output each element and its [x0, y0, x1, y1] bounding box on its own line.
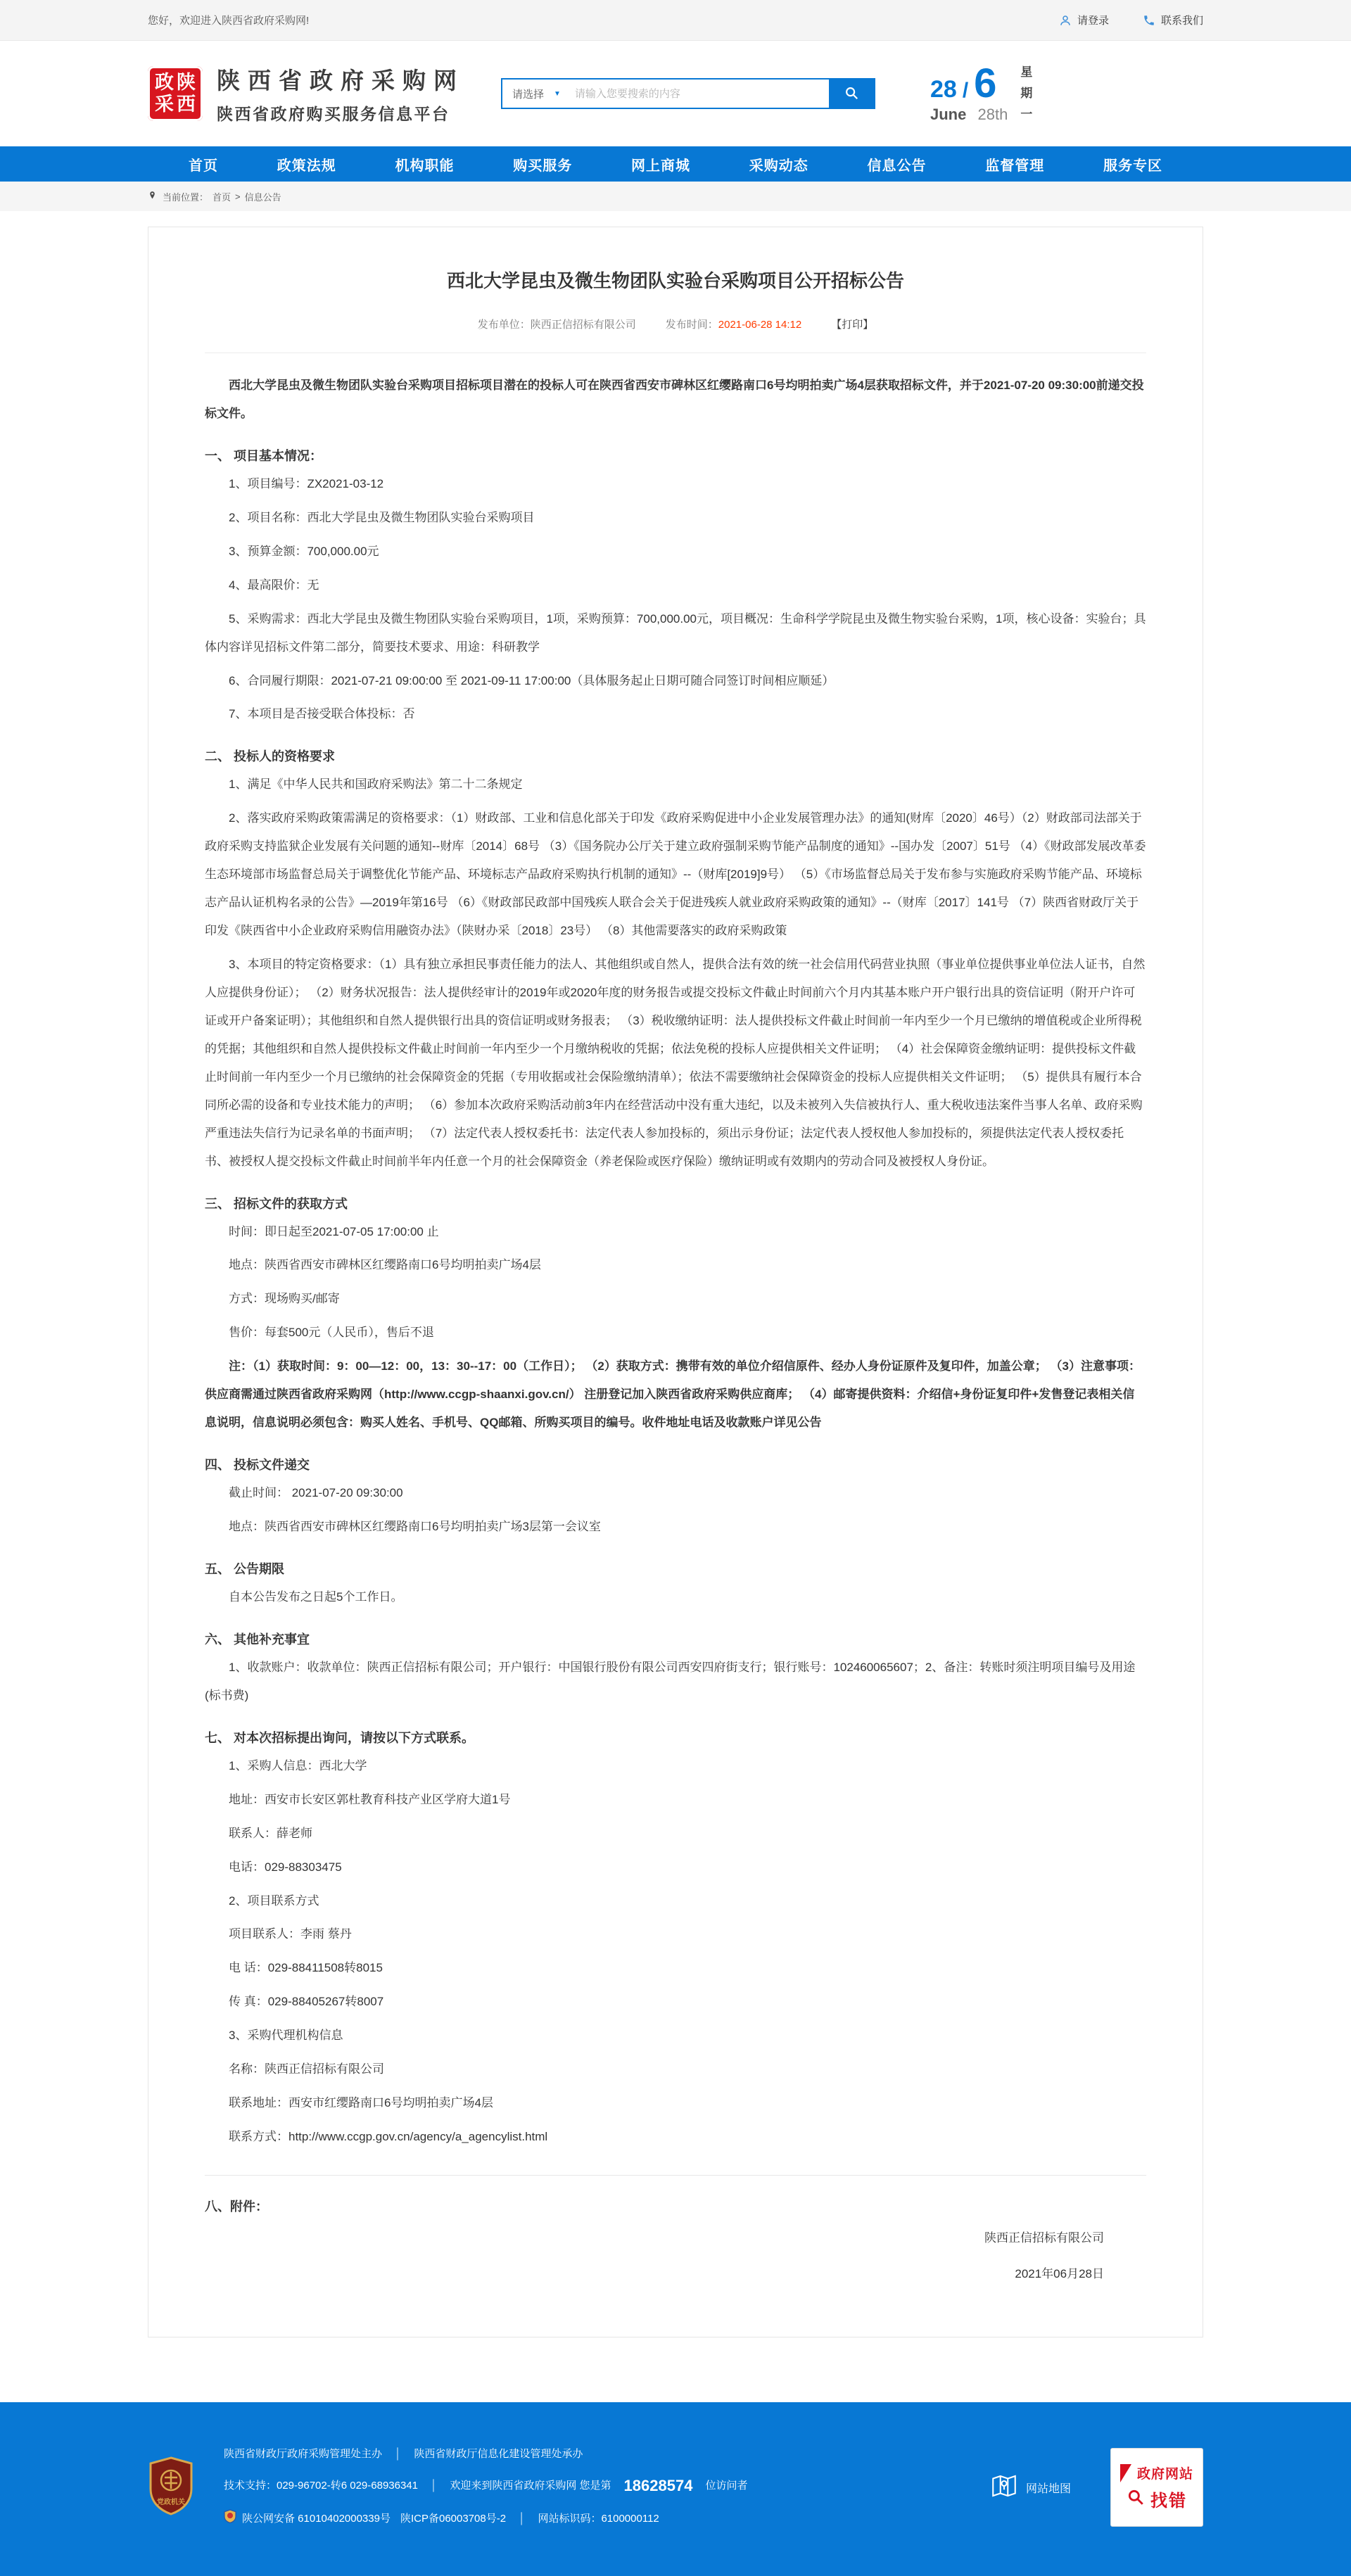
- publish-time: 发布时间：2021-06-28 14:12: [665, 319, 802, 331]
- nav-item[interactable]: 机构职能: [395, 158, 455, 174]
- footer-beian-line: 陕公网安备 61010402000339号 陕ICP备06003708号-2 │ 网站标识码：6100000112: [224, 2509, 747, 2529]
- login-link[interactable]: 请登录: [1059, 13, 1109, 27]
- article-paragraph: 电 话：029-88411508转8015: [229, 1961, 383, 1975]
- article-body: [205, 353, 1146, 2288]
- article-paragraph: 一、 项目基本情况：: [205, 448, 323, 463]
- nav-item[interactable]: 采购动态: [749, 158, 808, 174]
- publisher: 发布单位：陕西正信招标有限公司: [477, 319, 636, 331]
- search-bar: [501, 78, 875, 109]
- contact-us-link[interactable]: 联系我们: [1143, 13, 1203, 27]
- breadcrumb-bar: [0, 182, 1351, 211]
- government-emblem: [148, 2456, 194, 2519]
- article-paragraph: 西北大学昆虫及微生物团队实验台采购项目招标项目潜在的投标人可在陕西省西安市碑林区红缨路南口6号均明拍卖广场4层获取招标文件，并于2021-07-20 09:30:00前递交投标文件。: [205, 379, 1144, 420]
- article-paragraph: 3、采购代理机构信息: [229, 2029, 343, 2043]
- article-paragraph: 1、满足《中华人民共和国政府采购法》第二十二条规定: [229, 778, 523, 792]
- article-paragraph: 地点：陕西省西安市碑林区红缨路南口6号均明拍卖广场4层: [229, 1258, 541, 1272]
- date-day: 28: [930, 76, 957, 103]
- article-paragraph: 地点：陕西省西安市碑林区红缨路南口6号均明拍卖广场3层第一会议室: [229, 1520, 601, 1533]
- article-paragraph: 4、最高限价：无: [229, 578, 319, 592]
- svg-text:党政机关: 党政机关: [157, 2498, 185, 2506]
- article-paragraph: 七、 对本次招标提出询问，请按以下方式联系。: [205, 1730, 474, 1745]
- visitor-count: 18628574: [623, 2477, 693, 2495]
- article-paragraph: 自本公告发布之日起5个工作日。: [229, 1590, 403, 1604]
- page-title: 西北大学昆虫及微生物团队实验台采购项目公开招标公告: [446, 270, 904, 291]
- user-icon: [1059, 14, 1072, 27]
- article-paragraph: 注：（1）获取时间：9：00—12：00，13：30--17：00（工作日）； （2）获取方式：携带有效的单位介绍信原件、经办人身份证原件及复印件，加盖公章； （3）注意事项：供应商需通过陕西省政府采购网（http://www.ccgp-shaanxi.gov.cn/） 注册登记加入陕西省政府采购供应商库； （4）邮寄提供资料：介绍信+身份证复印件+发售登记表相关信息说明，信息说明必须包含：购买人姓名、手机号、QQ邮箱、所购买项目的编号。收件地址电话及收款账户详见公告: [205, 1359, 1141, 1430]
- article-paragraph: 名称：陕西正信招标有限公司: [229, 2062, 384, 2076]
- search-button[interactable]: [829, 80, 874, 108]
- nav-item[interactable]: 服务专区: [1103, 158, 1162, 174]
- nav-item[interactable]: 监督管理: [985, 158, 1045, 174]
- article-paragraph: 1、收款账户：收款单位：陕西正信招标有限公司；开户银行：中国银行股份有限公司西安四府街支行；银行账号：102460065607；2、备注：转账时须注明项目编号及用途(标书费): [205, 1660, 1136, 1702]
- icp-beian[interactable]: 陕ICP备06003708号-2: [400, 2512, 507, 2525]
- print-button[interactable]: 【打印】: [831, 319, 874, 331]
- article-paragraph: 八、附件：: [205, 2200, 268, 2214]
- article-paragraph: 地址：西安市长安区郭杜教育科技产业区学府大道1号: [229, 1792, 511, 1806]
- article-paragraph: 二、 投标人的资格要求: [205, 749, 335, 764]
- nav-item[interactable]: 信息公告: [867, 158, 927, 174]
- police-badge-icon: [224, 2509, 236, 2529]
- magnifier-icon: [1127, 2488, 1145, 2510]
- search-input[interactable]: [571, 80, 829, 108]
- red-flag-icon: [1120, 2464, 1131, 2482]
- article-paragraph: 2、落实政府采购政策需满足的资格要求：（1）财政部、工业和信息化部关于印发《政府采购促进中小企业发展管理办法》的通知(财库〔2020〕46号）（2）财政部司法部关于政府采购支持监狱企业发展有关问题的通知--财库〔2014〕68号 （3）《国务院办公厅关于建立政府强制采购节能产品制度的通知》--国办发〔2007〕51号 （4）《财政部发展改革委生态环境部市场监督总局关于调整优化节能产品、环境标志产品政府采购执行机制的通知》--（财库[2019]9号） （5）《市场监督总局关于发布参与实施政府采购节能产品、环境标志产品认证机构名录的公告》—2019年第16号 （6）《财政部民政部中国残疾人联合会关于促进残疾人就业政府采购政策的通知》--（财库〔2017〕141号 （7）陕西省财政厅关于印发《陕西省中小企业政府采购信用融资办法》（陕财办采〔2018〕23号） （8）其他需要落实的政府采购政策: [205, 811, 1146, 938]
- article-paragraph: 7、本项目是否接受联合体投标：否: [229, 707, 415, 721]
- nav-item[interactable]: 购买服务: [513, 158, 573, 174]
- breadcrumb: 当前位置： 首页 > 信息公告: [148, 182, 1203, 211]
- main-navigation: [0, 146, 1351, 182]
- article-paragraph: 2、项目名称：西北大学昆虫及微生物团队实验台采购项目: [229, 510, 535, 524]
- site-title: 陕西省政府采购网: [217, 68, 464, 94]
- article-paragraph: [205, 2175, 1146, 2176]
- article-paragraph: 联系方式：http://www.ccgp.gov.cn/agency/a_agencylist.html: [229, 2130, 548, 2144]
- article-paragraph: 2021年06月28日: [1015, 2267, 1104, 2281]
- police-beian-link[interactable]: 陕公网安备 61010402000339号: [224, 2509, 391, 2529]
- article-paragraph: 联系人：薛老师: [229, 1826, 312, 1840]
- nav-item[interactable]: 政策法规: [277, 158, 336, 174]
- article-paragraph: 截止时间： 2021-07-20 09:30:00: [229, 1486, 403, 1500]
- site-header: [0, 41, 1351, 146]
- nav-item[interactable]: 首页: [189, 158, 218, 174]
- article-paragraph: 售价：每套500元（人民币），售后不退: [229, 1326, 434, 1340]
- date-widget: 28 / 6 June 28th 星 期 一: [930, 62, 1032, 125]
- article-paragraph: 5、采购需求：西北大学昆虫及微生物团队实验台采购项目，1项，采购预算：700,000.00元，项目概况：生命科学学院昆虫及微生物实验台采购，1项，核心设备：实验台；具体内容详见招标文件第二部分，简要技术要求、用途：科研教学: [205, 611, 1146, 654]
- article-paragraph: 陕西正信招标有限公司: [984, 2231, 1104, 2245]
- date-weekday: 星 期 一: [1020, 65, 1033, 121]
- site-logo-seal: 政 陕 采 西: [148, 66, 203, 121]
- site-subtitle: 陕西省政府购买服务信息平台: [217, 105, 450, 123]
- site-code: 网站标识码：6100000112: [538, 2512, 659, 2525]
- article-meta: [205, 317, 1146, 353]
- date-day-en: 28th: [977, 106, 1008, 123]
- sitemap-icon: [989, 2471, 1019, 2504]
- breadcrumb-home[interactable]: 首页: [213, 191, 231, 203]
- article-paragraph: 3、本项目的特定资格要求：（1）具有独立承担民事责任能力的法人、其他组织或自然人，提供合法有效的统一社会信用代码营业执照（事业单位提供事业单位法人证书，自然人应提供身份证）； （2）财务状况报告：法人提供经审计的2019年或2020年度的财务报告或提交投标文件截止时间前六个月内其基本账户开户银行出具的资信证明（附开户许可证或开户备案证明）；其他组织和自然人提供银行出具的资信证明或财务报表； （3）税收缴纳证明：法人提供投标文件截止时间前一年内至少一个月已缴纳的增值税或企业所得税的凭据；其他组织和自然人提供投标文件截止时间前一年内至少一个月缴纳税收的凭据；依法免税的投标人应提供相关文件证明； （4）社会保障资金缴纳证明：提供投标文件截止时间前一年内至少一个月已缴纳的社会保障资金的凭据（专用收据或社会保险缴纳清单）；依法不需要缴纳社会保障资金的投标人应提供相关文件证明； （5）提供具有履行本合同所必需的设备和专业技术能力的声明； （6）参加本次政府采购活动前3年内在经营活动中没有重大违纪，以及未被列入失信被执行人、重大税收违法案件当事人名单、政府采购严重违法失信行为记录名单的书面声明； （7）法定代表人授权委托书：法定代表人参加投标的，须出示身份证；法定代表人授权他人参加投标的，须提供法定代表人授权委托书、被授权人提交投标文件截止时间前半年内任意一个月的社会保障资金（养老保险或医疗保险）缴纳证明或有效期内的劳动合同及被授权人身份证。: [205, 958, 1146, 1168]
- article-paragraph: 六、 其他补充事宜: [205, 1632, 310, 1647]
- search-category-select[interactable]: 请选择 ▼: [512, 88, 561, 101]
- article-paragraph: 传 真：029-88405267转8007: [229, 1995, 384, 2009]
- location-pin-icon: [148, 190, 158, 203]
- date-month: 6: [974, 61, 997, 106]
- article-paragraph: 方式：现场购买/邮寄: [229, 1292, 340, 1306]
- announcement-card: [148, 227, 1203, 2337]
- chevron-down-icon: ▼: [554, 89, 561, 98]
- search-icon: [844, 85, 859, 103]
- article-paragraph: 四、 投标文件递交: [205, 1458, 310, 1473]
- main-content: [0, 211, 1351, 2402]
- article-paragraph: 1、项目编号：ZX2021-03-12: [229, 476, 384, 490]
- article-paragraph: 3、预算金额：700,000.00元: [229, 544, 379, 558]
- article-paragraph: 电话：029-88303475: [229, 1860, 342, 1874]
- sitemap-link[interactable]: 网站地图: [989, 2471, 1071, 2504]
- phone-icon: [1143, 14, 1155, 27]
- nav-item[interactable]: 网上商城: [631, 158, 690, 174]
- site-footer: [0, 2402, 1351, 2576]
- article-paragraph: 1、采购人信息：西北大学: [229, 1758, 367, 1772]
- article-paragraph: 2、项目联系方式: [229, 1893, 319, 1908]
- article-paragraph: 五、 公告期限: [205, 1561, 285, 1576]
- article-paragraph: 6、合同履行期限：2021-07-21 09:00:00 至 2021-09-11 17:00:00（具体服务起止日期可随合同签订时间相应顺延）: [229, 673, 835, 687]
- article-paragraph: 时间：即日起至2021-07-05 17:00:00 止: [229, 1224, 439, 1238]
- article-paragraph: 项目联系人：李雨 蔡丹: [229, 1927, 352, 1941]
- footer-organizer-line: 陕西省财政厅政府采购管理处主办 │ 陕西省财政厅信息化建设管理处承办: [224, 2447, 583, 2460]
- date-month-en: June: [930, 106, 967, 123]
- gov-site-error-report[interactable]: 政府网站 找错: [1110, 2448, 1203, 2527]
- footer-support-line: 技术支持：029-96702-转6 029-68936341 │ 欢迎来到陕西省政府采购网 您是第 18628574 位访问者: [224, 2474, 747, 2497]
- article-paragraph: 联系地址：西安市红缨路南口6号均明拍卖广场4层: [229, 2096, 493, 2110]
- welcome-text: 您好，欢迎进入陕西省政府采购网!: [148, 15, 310, 27]
- breadcrumb-current: 信息公告: [244, 191, 281, 203]
- article-paragraph: 三、 招标文件的获取方式: [205, 1196, 348, 1211]
- top-utility-bar: [0, 0, 1351, 41]
